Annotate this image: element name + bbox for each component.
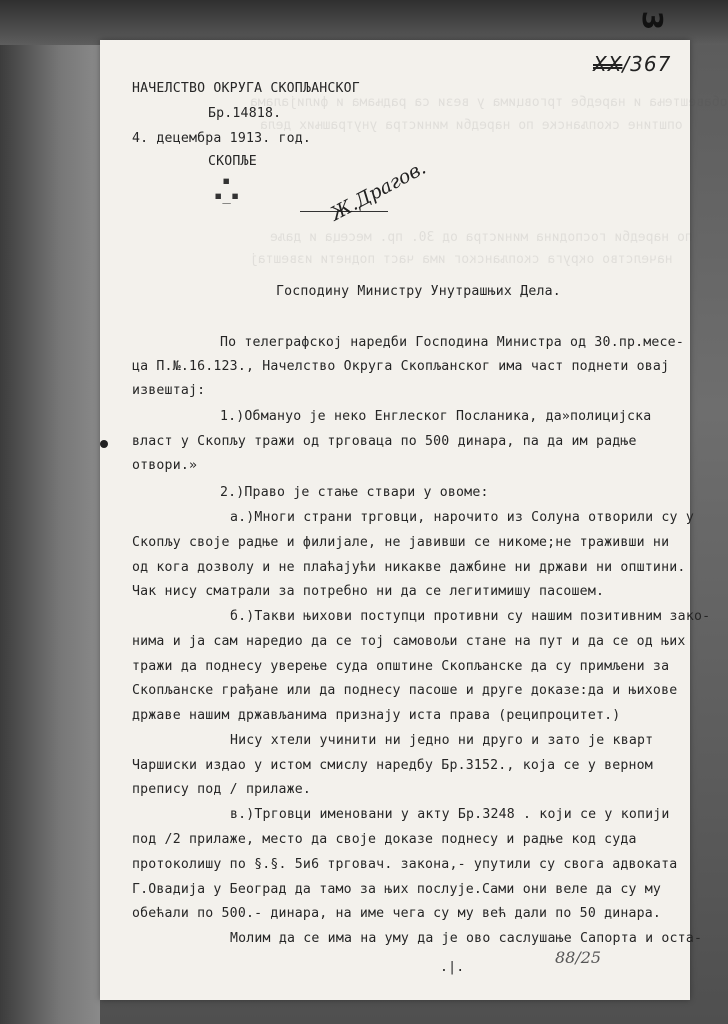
page-marker: .|.: [440, 960, 465, 975]
body-line: Нису хтели учинити ни једно ни друго и зато је кварт: [230, 733, 654, 748]
body-line: в.)Трговци именовани у акту Бр.3248 . који се у копији: [230, 807, 670, 822]
body-line: По телеграфској наредби Господина Министра од 30.пр.месе-: [220, 335, 684, 350]
body-line: под /2 прилаже, место да своје доказе поднесу и радње код суда: [132, 832, 637, 847]
body-line: власт у Скопљу тражи од трговаца по 500 динара, па да им радње: [132, 434, 637, 449]
body-line: ца П.№.16.123., Начелство Округа Скопљанског има част поднети овај: [132, 359, 670, 374]
document-number: Бр.14818.: [208, 106, 282, 121]
body-line: државе нашим држављанима признају иста права (реципроцитет.): [132, 708, 621, 723]
body-line: Скопљу своје радње и филијале, не јавивши се никоме;не траживши ни: [132, 535, 670, 550]
scan-background-top: [0, 0, 728, 45]
document-sheet: [100, 40, 728, 1000]
body-line: а.)Многи страни трговци, нарочито из Солуна отворили су у: [230, 510, 694, 525]
scan-background-left: [0, 0, 100, 1024]
body-line: Г.Овадија у Београд да тамо за њих послује.Сами они веле да су му: [132, 882, 662, 897]
bleed-through-text: обавештења и наредбе трговцима у вези са радњама и филијалама: [250, 95, 728, 110]
archive-number-struck: XX: [593, 52, 623, 76]
handwritten-signature: Ж.Драгов.: [326, 156, 430, 226]
body-line: Скопљанске грађане или да поднесу пасоше и друге доказе:да и њихове: [132, 683, 678, 698]
bleed-through-text: општине скопљанске по наредби министра унутрашњих дела: [260, 118, 683, 133]
body-line: 1.)Обмануо је неко Енглеског Посланика, да»полицијска: [220, 409, 652, 424]
office-name: НАЧЕЛСТВО ОКРУГА СКОПЉАНСКОГ: [132, 81, 360, 96]
document-date: 4. децембра 1913. год.: [132, 131, 312, 146]
bleed-through-text: начелство округа скопљанског има част поднети извештај: [250, 252, 673, 267]
city-name: СКОПЉЕ: [208, 154, 257, 169]
body-line: обећали по 500.- динара, на име чега су му већ дали по 50 динара.: [132, 906, 662, 921]
addressee: Господину Министру Унутрашњих Дела.: [276, 284, 561, 299]
body-line: Чаршиски издао у истом смислу наредбу Бр.3152., која се у верном: [132, 758, 653, 773]
body-line: извештај:: [132, 383, 206, 398]
body-line: протоколишу по §.§. 5и6 трговач. закона,- упутили су свога адвоката: [132, 857, 678, 872]
binding-hole: [100, 440, 108, 448]
body-line: нима и ја сам наредио да се тој самовољи стане на пут и да се од њих: [132, 634, 686, 649]
handwritten-note: 88/25: [555, 948, 602, 967]
body-line: 2.)Право је стање ствари у овоме:: [220, 485, 489, 500]
corner-page-mark: 3: [635, 10, 669, 31]
bleed-through-text: по наредби господина министра од 30. пр. месеца и даље: [270, 230, 693, 245]
body-line: препису под / прилаже.: [132, 782, 312, 797]
archive-number-kept: /367: [622, 52, 672, 76]
body-line: отвори.»: [132, 458, 198, 473]
ornament-dots: ▪: [222, 173, 231, 189]
ornament-dots: ▪_▪: [214, 188, 240, 204]
body-line: од кога дозволу и не плаћајући никакве дажбине ни држави ни општини.: [132, 560, 686, 575]
body-line: Чак нису сматрали за потребно ни да се легитимишу пасошем.: [132, 584, 605, 599]
archive-number: [593, 52, 671, 76]
body-line: Молим да се има на уму да је ово саслушање Сапорта и оста-: [230, 931, 703, 946]
body-line: б.)Такви њихови поступци противни су нашим позитивним зако-: [230, 609, 711, 624]
body-line: тражи да поднесу уверење суда општине Скопљанске да су примљени за: [132, 659, 670, 674]
